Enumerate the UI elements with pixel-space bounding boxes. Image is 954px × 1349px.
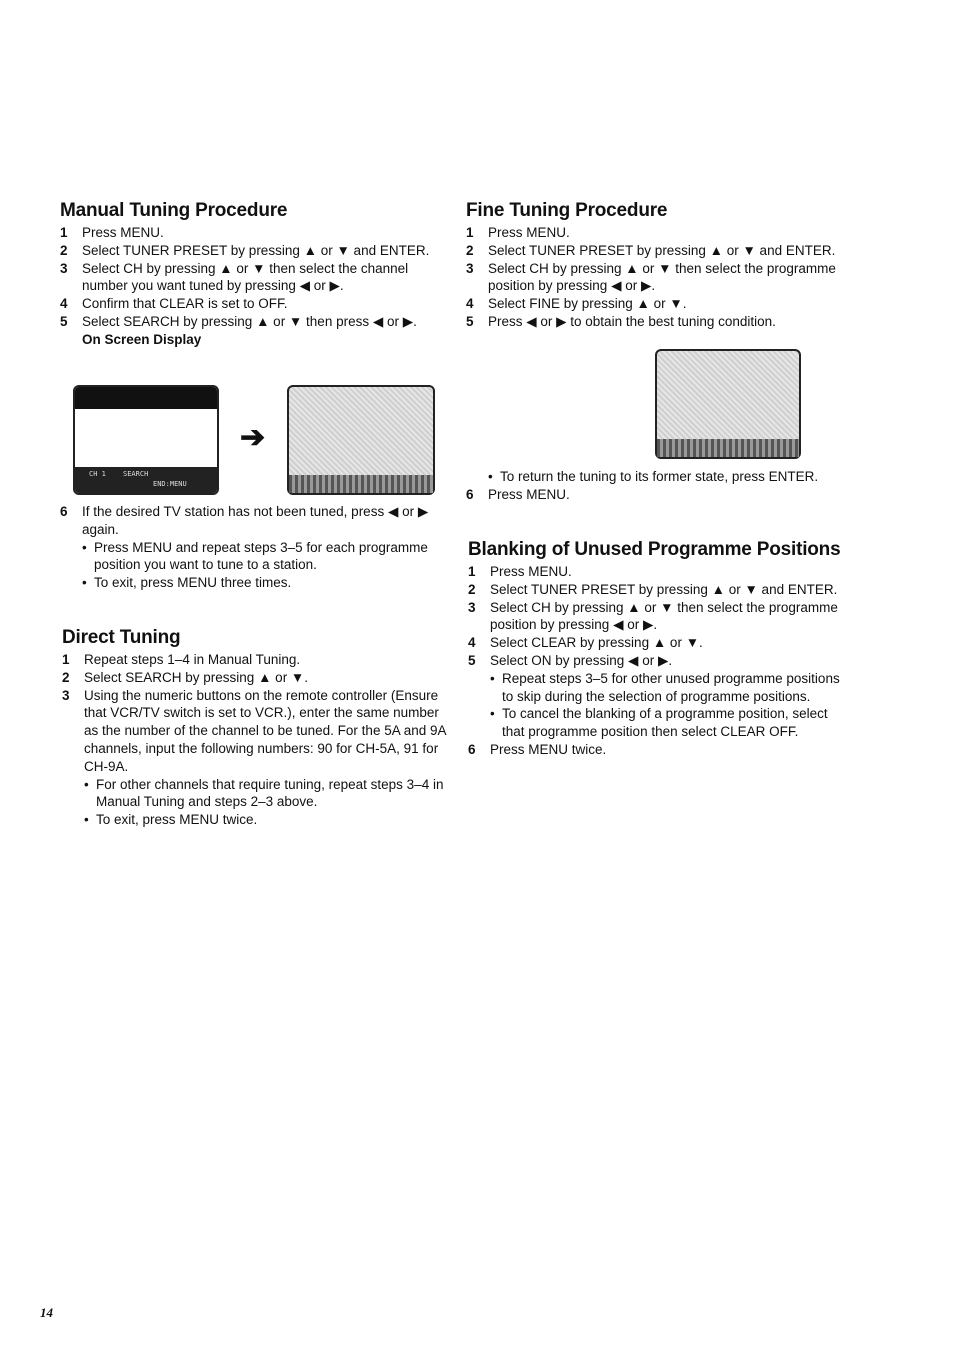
fine-step-6: 6 Press MENU. — [466, 486, 570, 502]
blanking-section — [468, 539, 852, 759]
direct-tuning-title: Direct Tuning — [62, 627, 181, 648]
blanking-title: Blanking of Unused Programme Positions — [468, 539, 841, 560]
osd-top-bar — [75, 387, 217, 409]
osd-screen-after — [287, 385, 435, 495]
fine-tuning-osd-screen — [655, 349, 801, 459]
blank-bullet-2: • To cancel the blanking of a programme position, select that programme position then select CLEAR OFF. — [490, 706, 828, 740]
fine-step-5: 5 Press ◀ or ▶ to obtain the best tuning condition. — [466, 313, 776, 329]
manual-step-2: 2 Select TUNER PRESET by pressing ▲ or ▼ and ENTER. — [60, 242, 430, 258]
fine-step-1: 1 Press MENU. — [466, 225, 570, 240]
manual-tuning-continued — [60, 503, 448, 592]
osd-tuning-bar — [289, 475, 433, 493]
blank-step-4: 4 Select CLEAR by pressing ▲ or ▼. — [468, 635, 703, 651]
blank-step-1: 1 Press MENU. — [468, 564, 572, 579]
blank-step-6: 6 Press MENU twice. — [468, 741, 607, 757]
direct-bullet-1: • For other channels that require tuning, repeat steps 3–4 in Manual Tuning and steps 2–3 above. — [84, 776, 444, 810]
fine-tuning-section — [466, 200, 846, 331]
manual-bullet-2: • To exit, press MENU three times. — [82, 575, 292, 591]
manual-step-1: 1 Press MENU. — [60, 225, 164, 240]
osd-bar: CH 1 SEARCH END:MENU — [75, 467, 217, 493]
direct-step-1: 1 Repeat steps 1–4 in Manual Tuning. — [62, 652, 301, 667]
arrow-icon: ➔ — [240, 421, 266, 454]
manual-step-4: 4 Confirm that CLEAR is set to OFF. — [60, 296, 288, 312]
direct-tuning-section — [62, 627, 448, 829]
page-number: 14 — [40, 1305, 53, 1320]
manual-step-6: 6 If the desired TV station has not been tuned, press ◀ or ▶ again. — [60, 504, 429, 537]
manual-step-3: 3 Select CH by pressing ▲ or ▼ then select the channel number you want tuned by pressing ◀ or ▶. — [60, 260, 409, 294]
fine-tuning-continued — [466, 468, 846, 504]
blank-step-2: 2 Select TUNER PRESET by pressing ▲ or ▼ and ENTER. — [468, 581, 838, 597]
fine-bullet-1: • To return the tuning to its former state, press ENTER. — [488, 469, 819, 484]
direct-bullet-2: • To exit, press MENU twice. — [84, 812, 258, 828]
manual-bullet-1: • Press MENU and repeat steps 3–5 for each programme position you want to tune to a station. — [82, 539, 428, 573]
on-screen-display-label: On Screen Display — [82, 331, 202, 347]
blank-bullet-1: • Repeat steps 3–5 for other unused programme positions to skip during the selection of programme positions. — [490, 670, 840, 704]
osd-tuning-bar — [657, 439, 799, 457]
manual-step-5: 5 Select SEARCH by pressing ▲ or ▼ then press ◀ or ▶. — [60, 313, 417, 329]
osd-screen-before — [73, 385, 219, 495]
fine-tuning-title: Fine Tuning Procedure — [466, 200, 668, 221]
manual-tuning-section — [60, 200, 448, 349]
direct-step-3: 3 Using the numeric buttons on the remote controller (Ensure that VCR/TV switch is set to VCR.), enter the same number as the number of the channel to be tuned. For the 5A and 9A channels, input the following numbers: 90 for CH-5A, 91 for CH-9A. — [62, 687, 446, 774]
fine-step-3: 3 Select CH by pressing ▲ or ▼ then select the programme position by pressing ◀ or ▶. — [466, 260, 836, 294]
fine-step-2: 2 Select TUNER PRESET by pressing ▲ or ▼ and ENTER. — [466, 242, 836, 258]
blank-step-5: 5 Select ON by pressing ◀ or ▶. — [468, 652, 673, 668]
fine-step-4: 4 Select FINE by pressing ▲ or ▼. — [466, 296, 687, 312]
manual-tuning-title: Manual Tuning Procedure — [60, 200, 288, 221]
direct-step-2: 2 Select SEARCH by pressing ▲ or ▼. — [62, 669, 309, 685]
blank-step-3: 3 Select CH by pressing ▲ or ▼ then select the programme position by pressing ◀ or ▶. — [468, 599, 838, 633]
